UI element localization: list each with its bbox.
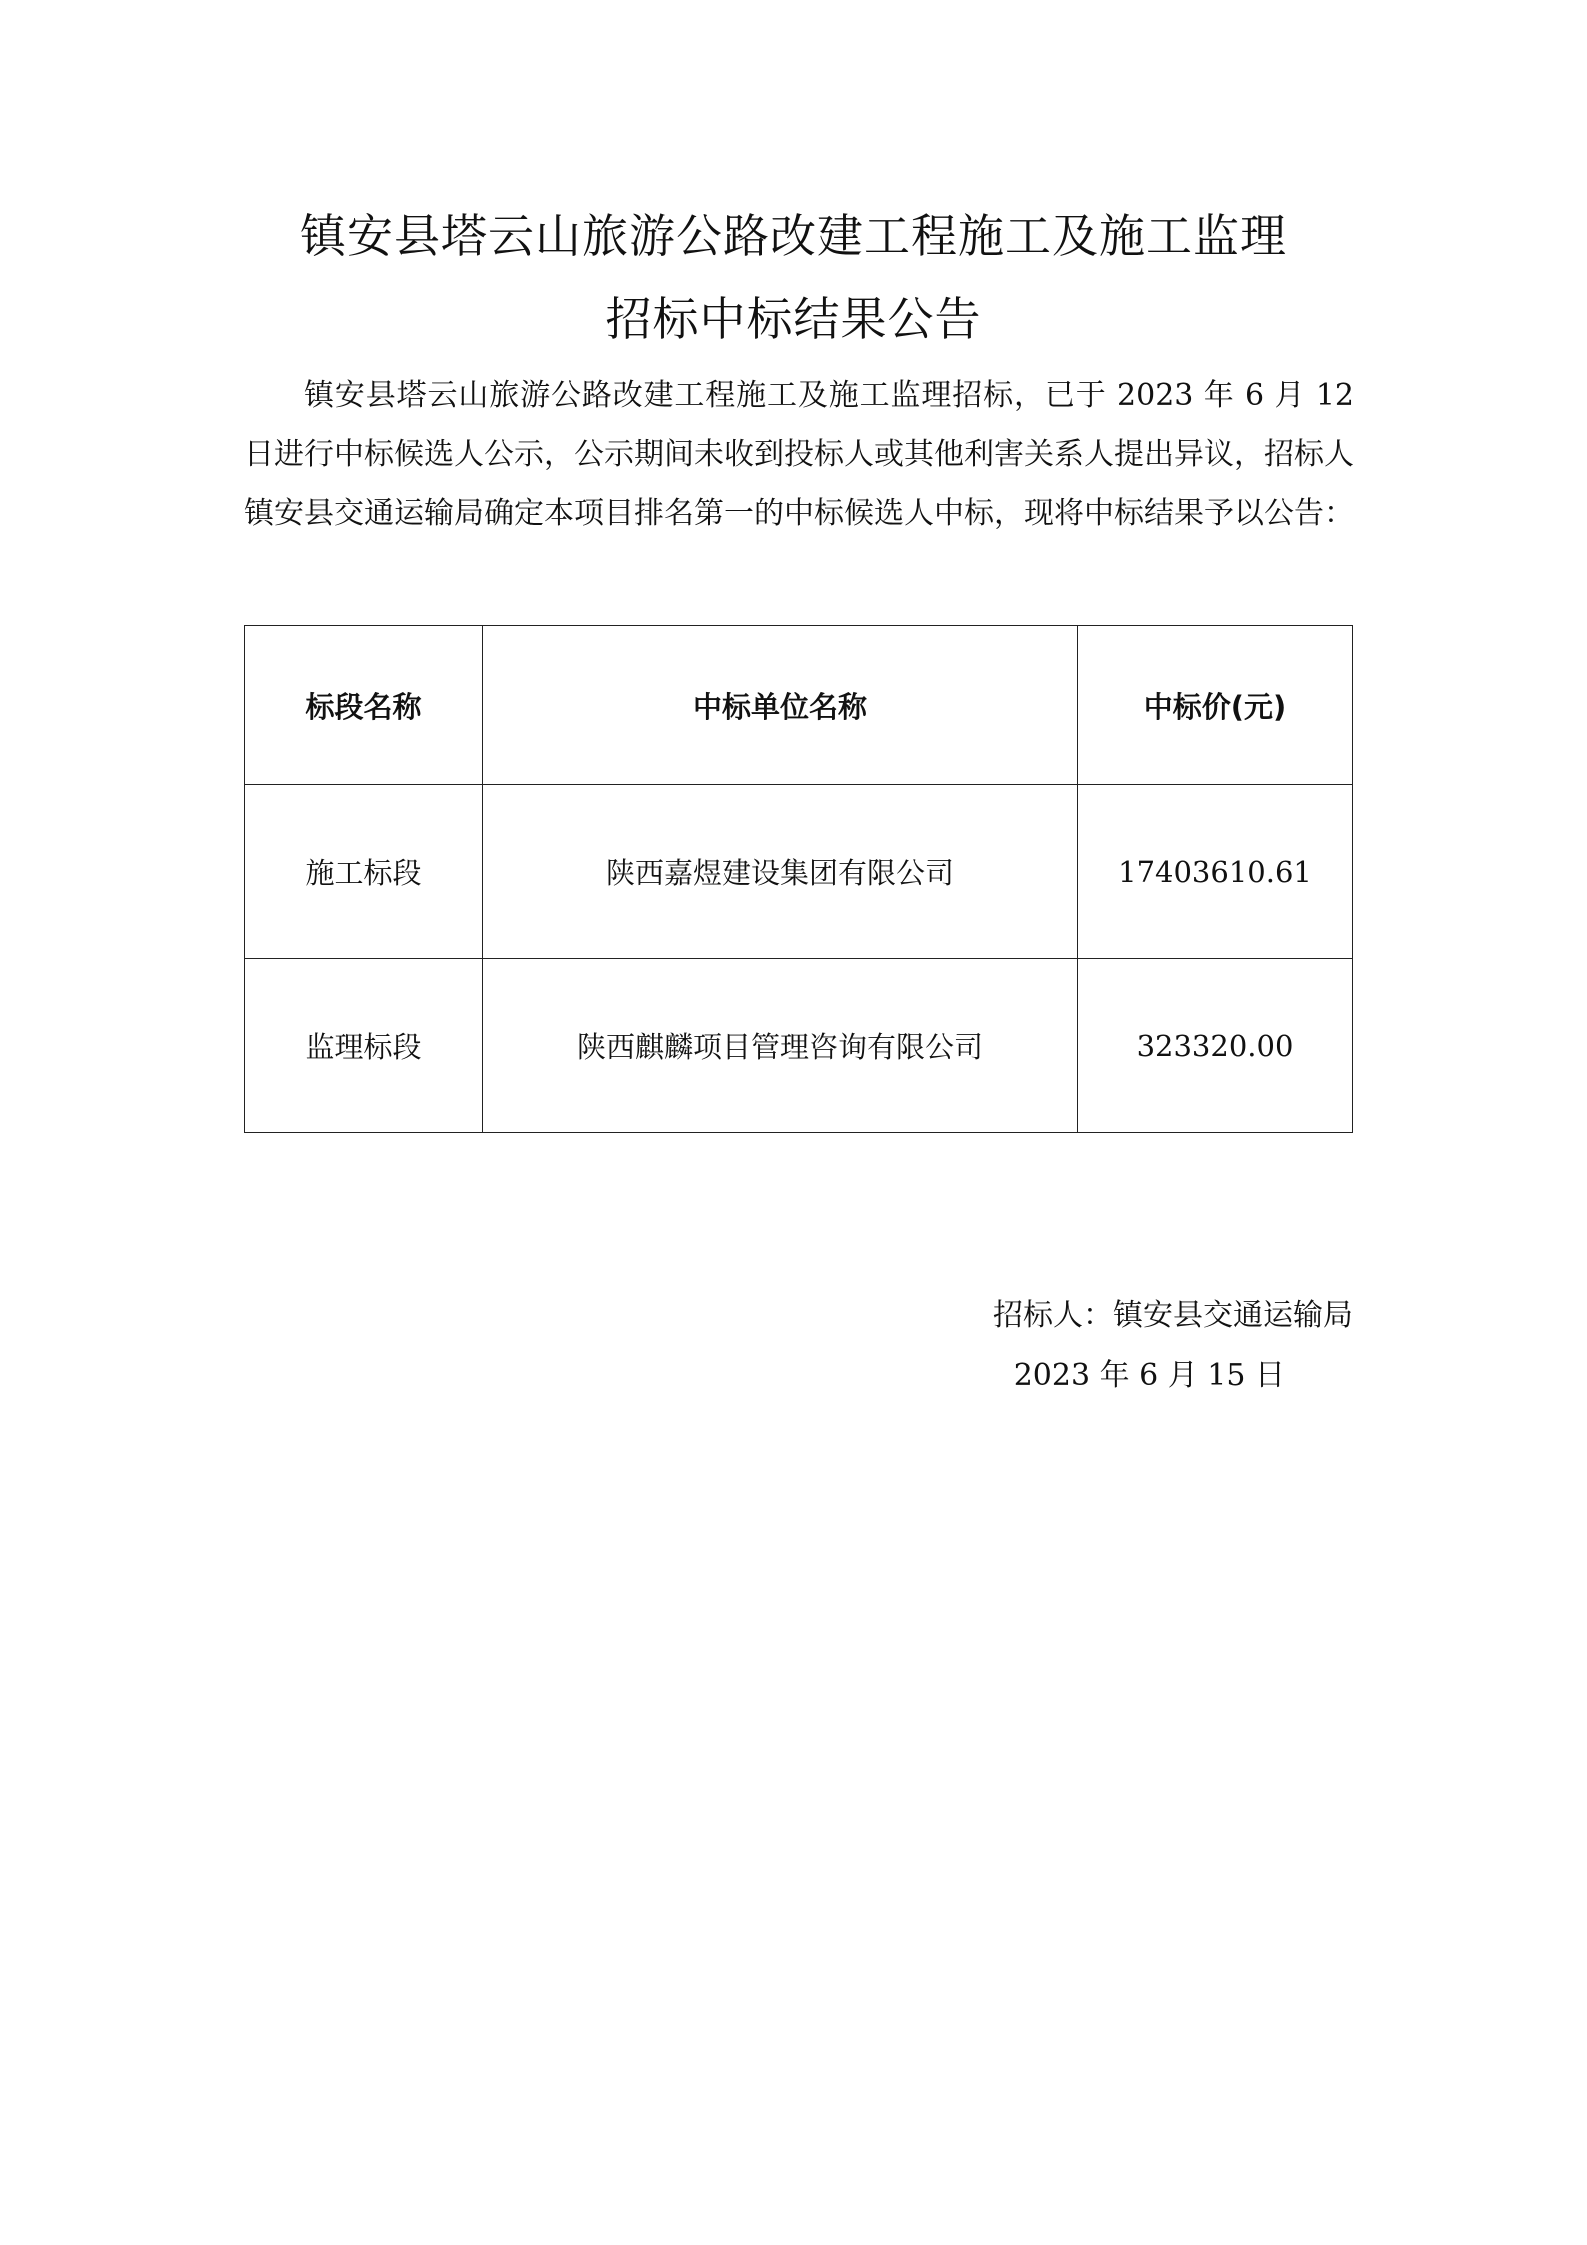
cell-winner-name: 陕西嘉煜建设集团有限公司 — [483, 785, 1078, 959]
cell-section-name: 监理标段 — [245, 959, 483, 1133]
bid-results-table — [244, 625, 1353, 1133]
cell-winning-price: 17403610.61 — [1078, 785, 1353, 959]
cell-winning-price: 323320.00 — [1078, 959, 1353, 1133]
table-row — [245, 785, 1353, 959]
document-title-line1: 镇安县塔云山旅游公路改建工程施工及施工监理 — [300, 209, 1287, 263]
header-winner-name: 中标单位名称 — [483, 626, 1078, 785]
document-title-line2: 招标中标结果公告 — [605, 292, 982, 346]
cell-section-name: 施工标段 — [245, 785, 483, 959]
announcement-paragraph: 镇安县塔云山旅游公路改建工程施工及施工监理招标，已于 2023 年 6 月 12 日进行中标候选人公示，公示期间未收到投标人或其他利害关系人提出异议，招标人镇安县交通运输局确定本项目排名第一的中标候选人中标，现将中标结果予以公告： — [244, 378, 1354, 531]
table-header-row — [245, 626, 1353, 785]
header-winning-price: 中标价(元) — [1078, 626, 1353, 785]
table-row — [245, 959, 1353, 1133]
issue-date: 2023 年 6 月 15 日 — [1013, 1358, 1285, 1393]
signature-block — [993, 1286, 1353, 1406]
issuer-line: 招标人：镇安县交通运输局 — [993, 1298, 1353, 1333]
header-section-name: 标段名称 — [245, 626, 483, 785]
cell-winner-name: 陕西麒麟项目管理咨询有限公司 — [483, 959, 1078, 1133]
